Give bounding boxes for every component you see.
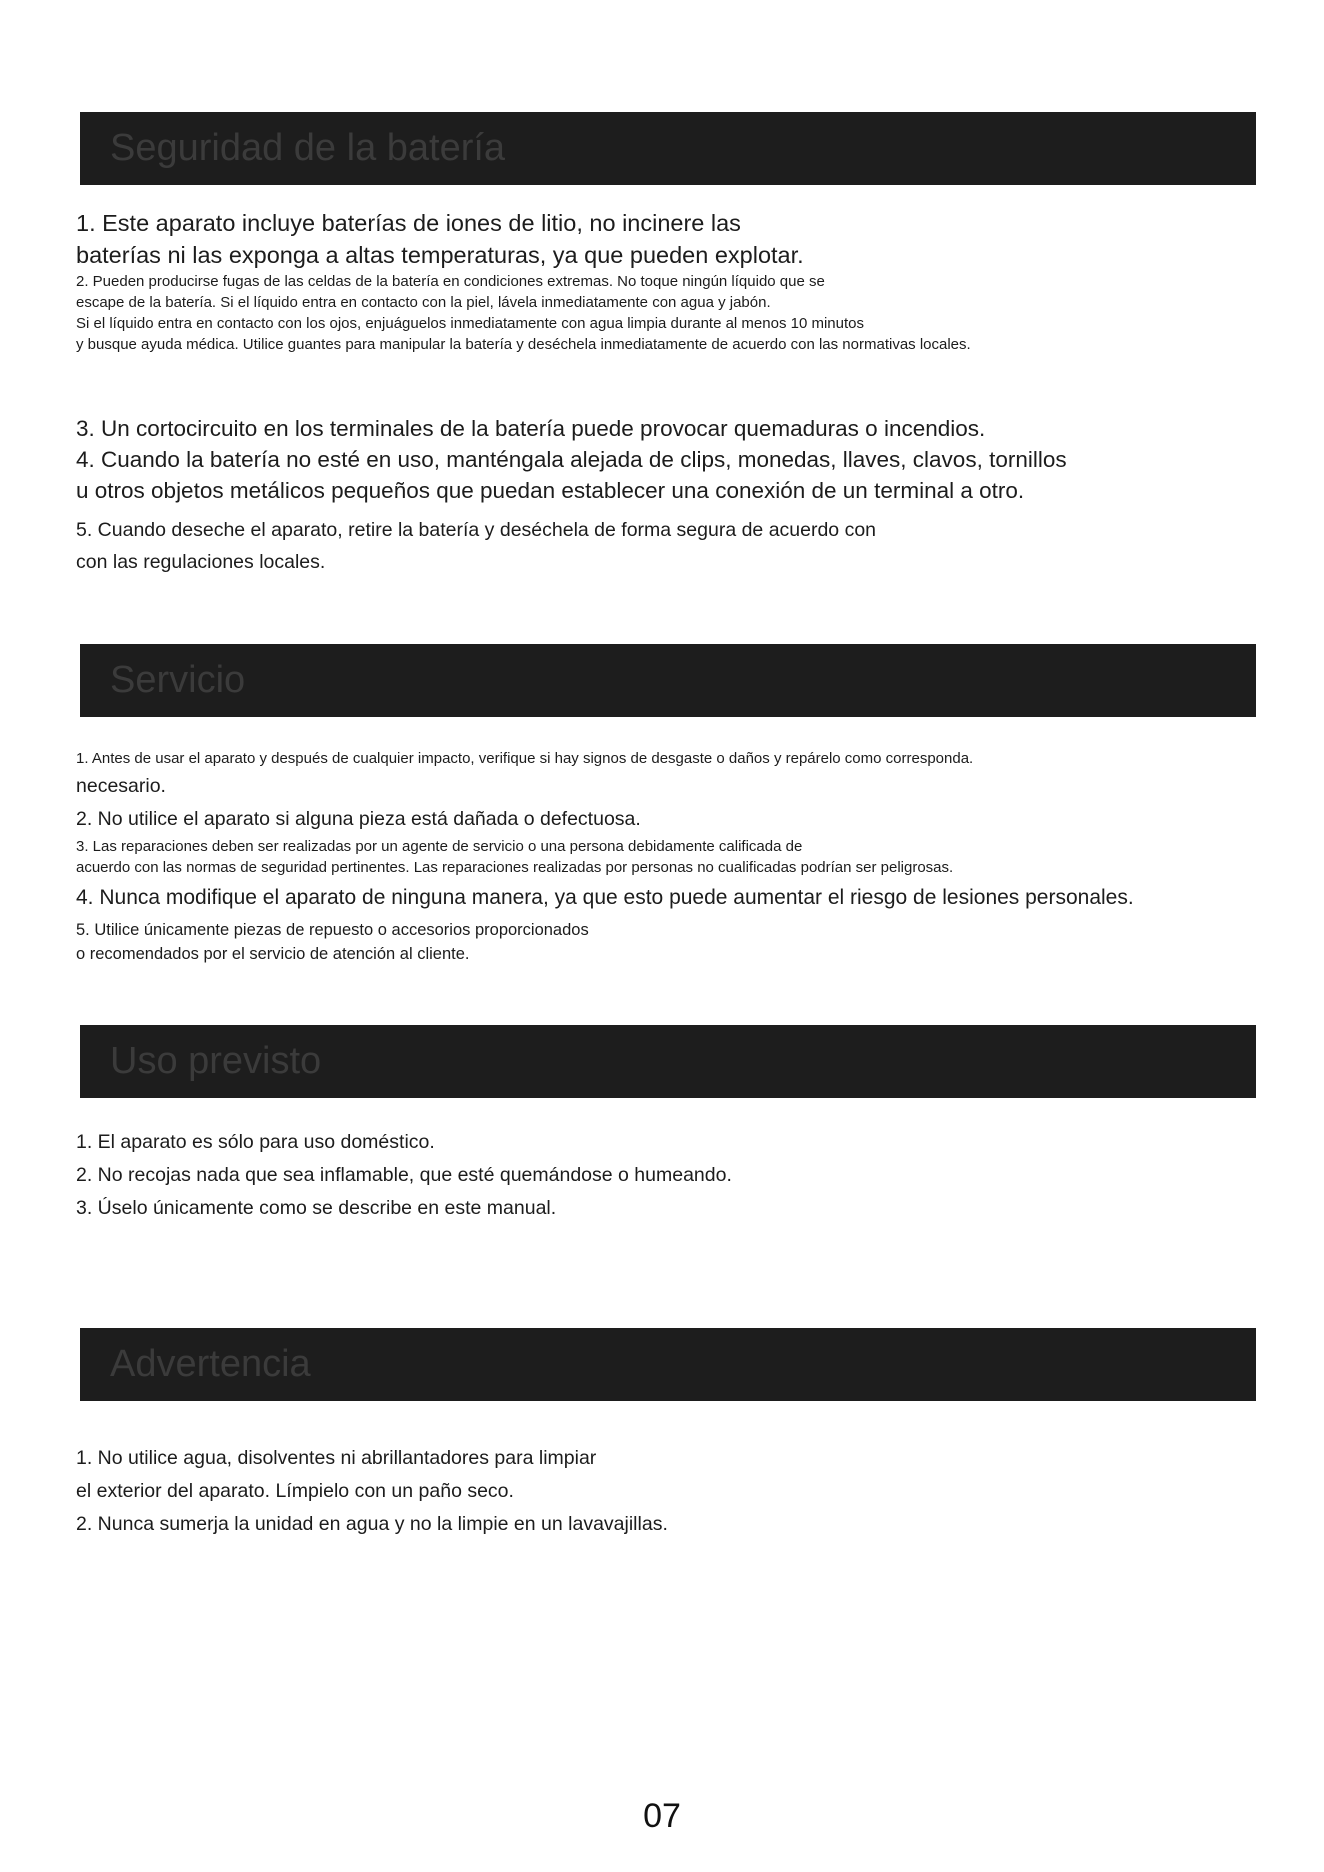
section-header-service	[80, 644, 1256, 717]
battery-line-2: baterías ni las exponga a altas temperaturas, ya que pueden explotar.	[76, 242, 804, 268]
battery-line-11: con las regulaciones locales.	[76, 551, 326, 573]
battery-line-9: u otros objetos metálicos pequeños que puedan establecer una conexión de un terminal a otro.	[76, 478, 1025, 503]
service-line-6: 4. Nunca modifique el aparato de ninguna manera, ya que esto puede aumentar el riesgo de lesiones personales.	[76, 886, 1134, 909]
section-title-service: Servicio	[110, 659, 246, 701]
section-header-battery	[80, 112, 1256, 185]
battery-line-1: 1. Este aparato incluye baterías de iones de litio, no incinere las	[76, 210, 741, 236]
service-line-2: necesario.	[76, 775, 166, 797]
use-line-1: 1. El aparato es sólo para uso doméstico.	[76, 1131, 435, 1153]
section-body-battery	[76, 207, 971, 355]
section-body-battery-cont	[76, 413, 1067, 578]
battery-line-8: 4. Cuando la batería no esté en uso, manténgala alejada de clips, monedas, llaves, clavos, tornillos	[76, 447, 1067, 472]
battery-line-5: Si el líquido entra en contacto con los ojos, enjuáguelos inmediatamente con agua limpia durante al menos 10 minutos	[76, 315, 864, 332]
service-line-7: 5. Utilice únicamente piezas de repuesto o accesorios proporcionados	[76, 921, 589, 939]
section-body-use	[76, 1126, 732, 1225]
section-title-battery: Seguridad de la batería	[110, 127, 506, 169]
service-line-4: 3. Las reparaciones deben ser realizadas por un agente de servicio o una persona debidamente calificada de	[76, 838, 803, 855]
battery-line-3: 2. Pueden producirse fugas de las celdas de la batería en condiciones extremas. No toque ningún líquido que se	[76, 273, 825, 290]
use-line-2: 2. No recojas nada que sea inflamable, que esté quemándose o humeando.	[76, 1164, 732, 1186]
battery-line-7: 3. Un cortocircuito en los terminales de la batería puede provocar quemaduras o incendios.	[76, 416, 986, 441]
section-body-service	[76, 748, 1134, 966]
service-line-5: acuerdo con las normas de seguridad pertinentes. Las reparaciones realizadas por personas no cualificadas podrían ser peligrosas.	[76, 859, 954, 876]
section-header-warning	[80, 1328, 1256, 1401]
warning-line-3: 2. Nunca sumerja la unidad en agua y no la limpie en un lavavajillas.	[76, 1513, 668, 1535]
battery-line-6: y busque ayuda médica. Utilice guantes para manipular la batería y deséchela inmediatamente de acuerdo con las normativas locales.	[76, 336, 971, 353]
service-line-8: o recomendados por el servicio de atención al cliente.	[76, 945, 470, 963]
warning-line-2: el exterior del aparato. Límpielo con un paño seco.	[76, 1480, 514, 1502]
section-body-warning	[76, 1442, 668, 1541]
warning-line-1: 1. No utilice agua, disolventes ni abrillantadores para limpiar	[76, 1447, 597, 1469]
section-title-use: Uso previsto	[110, 1040, 322, 1082]
page-number: 07	[643, 1797, 681, 1835]
section-header-use	[80, 1025, 1256, 1098]
use-line-3: 3. Úselo únicamente como se describe en este manual.	[76, 1197, 557, 1219]
service-line-3: 2. No utilice el aparato si alguna pieza está dañada o defectuosa.	[76, 808, 641, 830]
service-line-1: 1. Antes de usar el aparato y después de cualquier impacto, verifique si hay signos de desgaste o daños y repárelo como corresponda.	[76, 750, 974, 767]
battery-line-10: 5. Cuando deseche el aparato, retire la batería y deséchela de forma segura de acuerdo con	[76, 519, 877, 541]
battery-line-4: escape de la batería. Si el líquido entra en contacto con la piel, lávela inmediatamente con agua y jabón.	[76, 294, 771, 311]
section-title-warning: Advertencia	[110, 1343, 311, 1385]
